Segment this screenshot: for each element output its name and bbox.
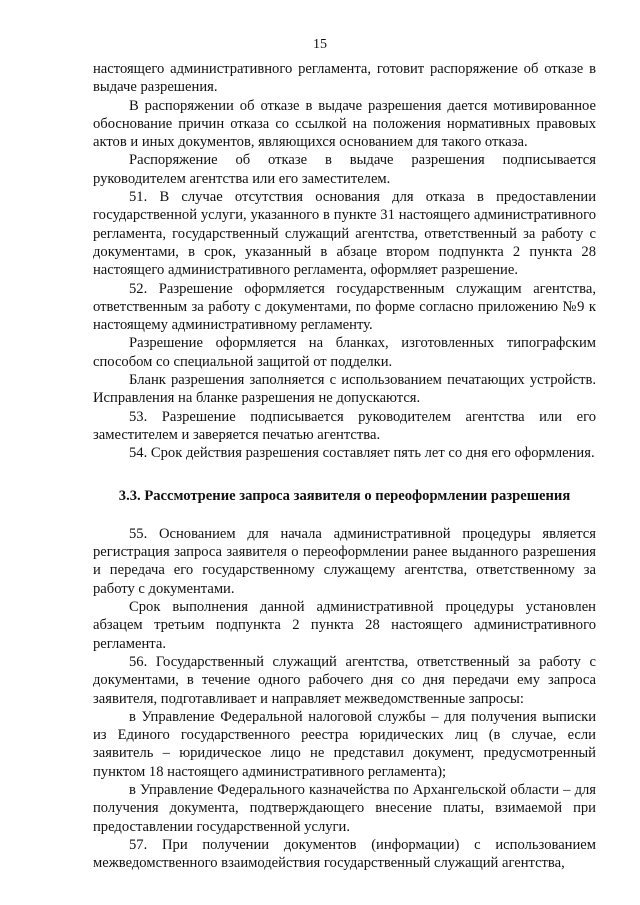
paragraph: в Управление Федеральной налоговой службы – для получения выписки из Единого государственного реестра юридических лиц (в случае, если заявитель – юридическое лицо не представил документ, предусмотренный пунктом 18 настоящего административного регламента); bbox=[93, 708, 596, 780]
paragraph: настоящего административного регламента, готовит распоряжение об отказе в выдаче разрешения. bbox=[93, 61, 596, 96]
paragraph: 51. В случае отсутствия основания для отказа в предоставлении государственной услуги, указанного в пункте 31 настоящего административного регламента, государственный служащий агентства, ответственный за работу с документами, в срок, указанный в абзаце втором подпункта 2 пункта 28 настоящего административного регламента, оформляет разрешение. bbox=[93, 189, 596, 279]
section-heading: 3.3. Рассмотрение запроса заявителя о переоформлении разрешения bbox=[118, 487, 571, 504]
paragraph: 52. Разрешение оформляется государственным служащим агентства, ответственным за работу с документами, по форме согласно приложению №9 к настоящему административному регламенту. bbox=[93, 280, 596, 334]
paragraph: Разрешение оформляется на бланках, изготовленных типографским способом со специальной защитой от подделки. bbox=[93, 335, 596, 370]
document-body bbox=[93, 60, 596, 872]
paragraph: 53. Разрешение подписывается руководителем агентства или его заместителем и заверяется печатью агентства. bbox=[93, 408, 596, 443]
paragraph: 57. При получении документов (информации) с использованием межведомственного взаимодействия государственный служащий агентства, bbox=[93, 836, 596, 872]
paragraph: 55. Основанием для начала административной процедуры является регистрация запроса заявителя о переоформлении ранее выданного разрешения и передача его государственному служащему агентства, ответственному за работу с документами. bbox=[93, 525, 596, 597]
paragraph: В распоряжении об отказе в выдаче разрешения дается мотивированное обоснование причин отказа со ссылкой на положения нормативных правовых актов и иных документов, являющихся основанием для такого отказа. bbox=[93, 97, 596, 151]
paragraph: 54. Срок действия разрешения составляет пять лет со дня его оформления. bbox=[129, 445, 595, 462]
paragraph: в Управление Федерального казначейства по Архангельской области – для получения документа, подтверждающего внесение платы, взимаемой при предоставлении государственной услуги. bbox=[93, 781, 596, 835]
paragraph: Бланк разрешения заполняется с использованием печатающих устройств. Исправления на бланке разрешения не допускаются. bbox=[93, 372, 596, 407]
paragraph: 56. Государственный служащий агентства, ответственный за работу с документами, в течение одного рабочего дня со дня передачи ему запроса заявителя, подготавливает и направляет межведомственные запросы: bbox=[93, 653, 596, 707]
paragraph: Срок выполнения данной административной процедуры установлен абзацем третьим подпункта 2 пункта 28 настоящего административного регламента. bbox=[93, 599, 596, 652]
page-number: 15 bbox=[313, 37, 327, 52]
paragraph: Распоряжение об отказе в выдаче разрешения подписывается руководителем агентства или его заместителем. bbox=[93, 152, 596, 187]
